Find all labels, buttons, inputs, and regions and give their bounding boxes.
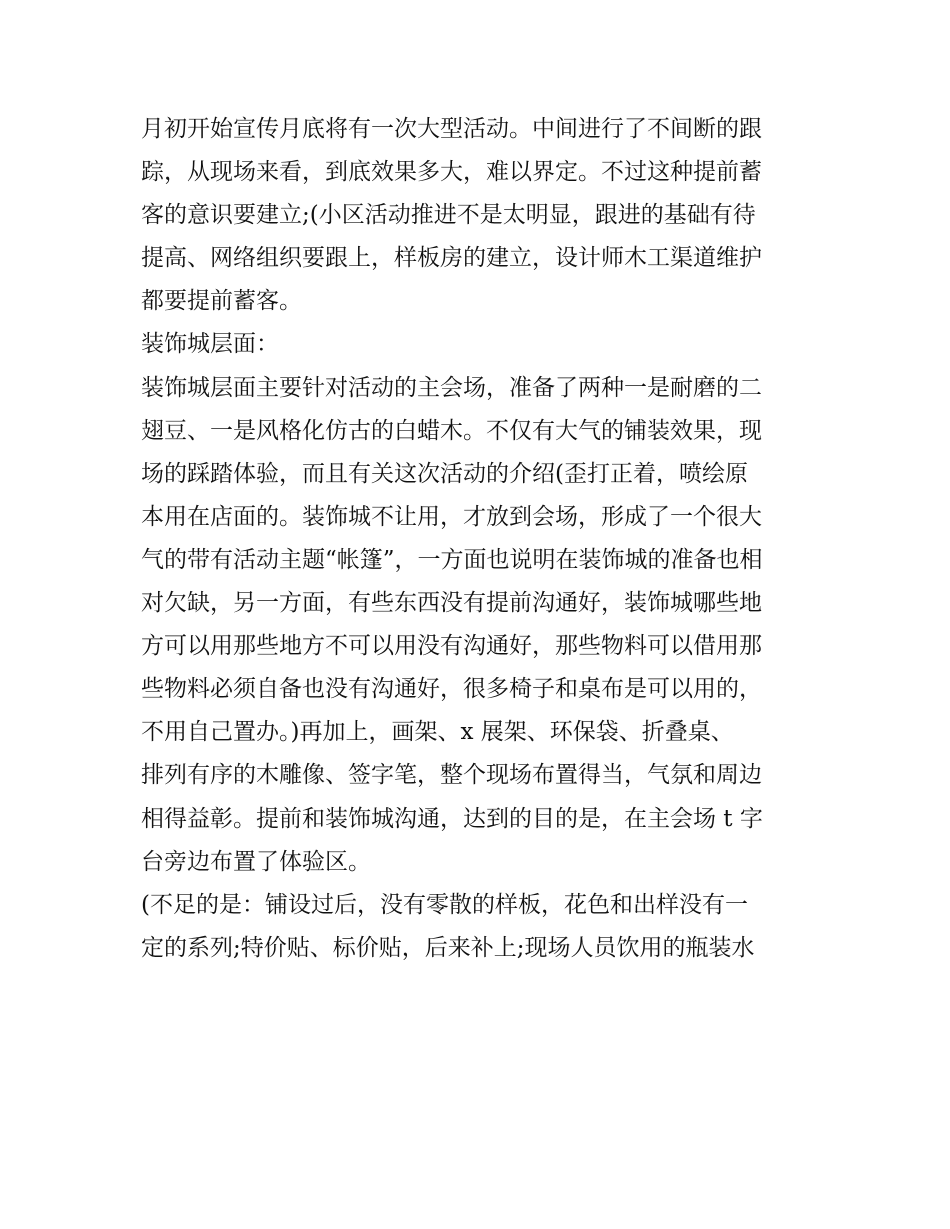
text-line: 些物料必须自备也没有沟通好，很多椅子和桌布是可以用的， — [141, 676, 762, 703]
text-line: 场的踩踏体验，而且有关这次活动的介绍(歪打正着，喷绘原 — [141, 460, 748, 487]
text-line: 提高、网络组织要跟上，样板房的建立，设计师木工渠道维护 — [141, 245, 762, 272]
section-heading: 装饰城层面： — [141, 331, 279, 358]
text-line: 翅豆、一是风格化仿古的白蜡木。不仅有大气的铺装效果，现 — [141, 417, 762, 444]
text-line: 排列有序的木雕像、签字笔，整个现场布置得当，气氛和周边 — [141, 762, 762, 789]
text-line: (不足的是：铺设过后，没有零散的样板，花色和出样没有一 — [141, 891, 748, 918]
text-line: 不用自己置办。)再加上，画架、x 展架、环保袋、折叠桌、 — [141, 719, 734, 746]
body-text — [141, 108, 821, 970]
text-line: 踪，从现场来看，到底效果多大，难以界定。不过这种提前蓄 — [141, 159, 762, 186]
text-line: 方可以用那些地方不可以用没有沟通好，那些物料可以借用那 — [141, 633, 762, 660]
text-line: 都要提前蓄客。 — [141, 288, 302, 315]
text-line: 气的带有活动主题“帐篷”，一方面也说明在装饰城的准备也相 — [141, 546, 763, 573]
text-line: 装饰城层面主要针对活动的主会场，准备了两种一是耐磨的二 — [141, 374, 762, 401]
text-line: 客的意识要建立;(小区活动推进不是太明显，跟进的基础有待 — [141, 202, 756, 229]
text-line: 对欠缺，另一方面，有些东西没有提前沟通好，装饰城哪些地 — [141, 590, 762, 617]
text-line: 月初开始宣传月底将有一次大型活动。中间进行了不间断的跟 — [141, 116, 762, 142]
text-line: 定的系列;特价贴、标价贴，后来补上;现场人员饮用的瓶装水 — [141, 934, 755, 961]
text-line: 本用在店面的。装饰城不让用，才放到会场，形成了一个很大 — [141, 503, 762, 530]
text-line: 相得益彰。提前和装饰城沟通，达到的目的是，在主会场 t 字 — [141, 805, 763, 832]
text-line: 台旁边布置了体验区。 — [141, 848, 371, 875]
